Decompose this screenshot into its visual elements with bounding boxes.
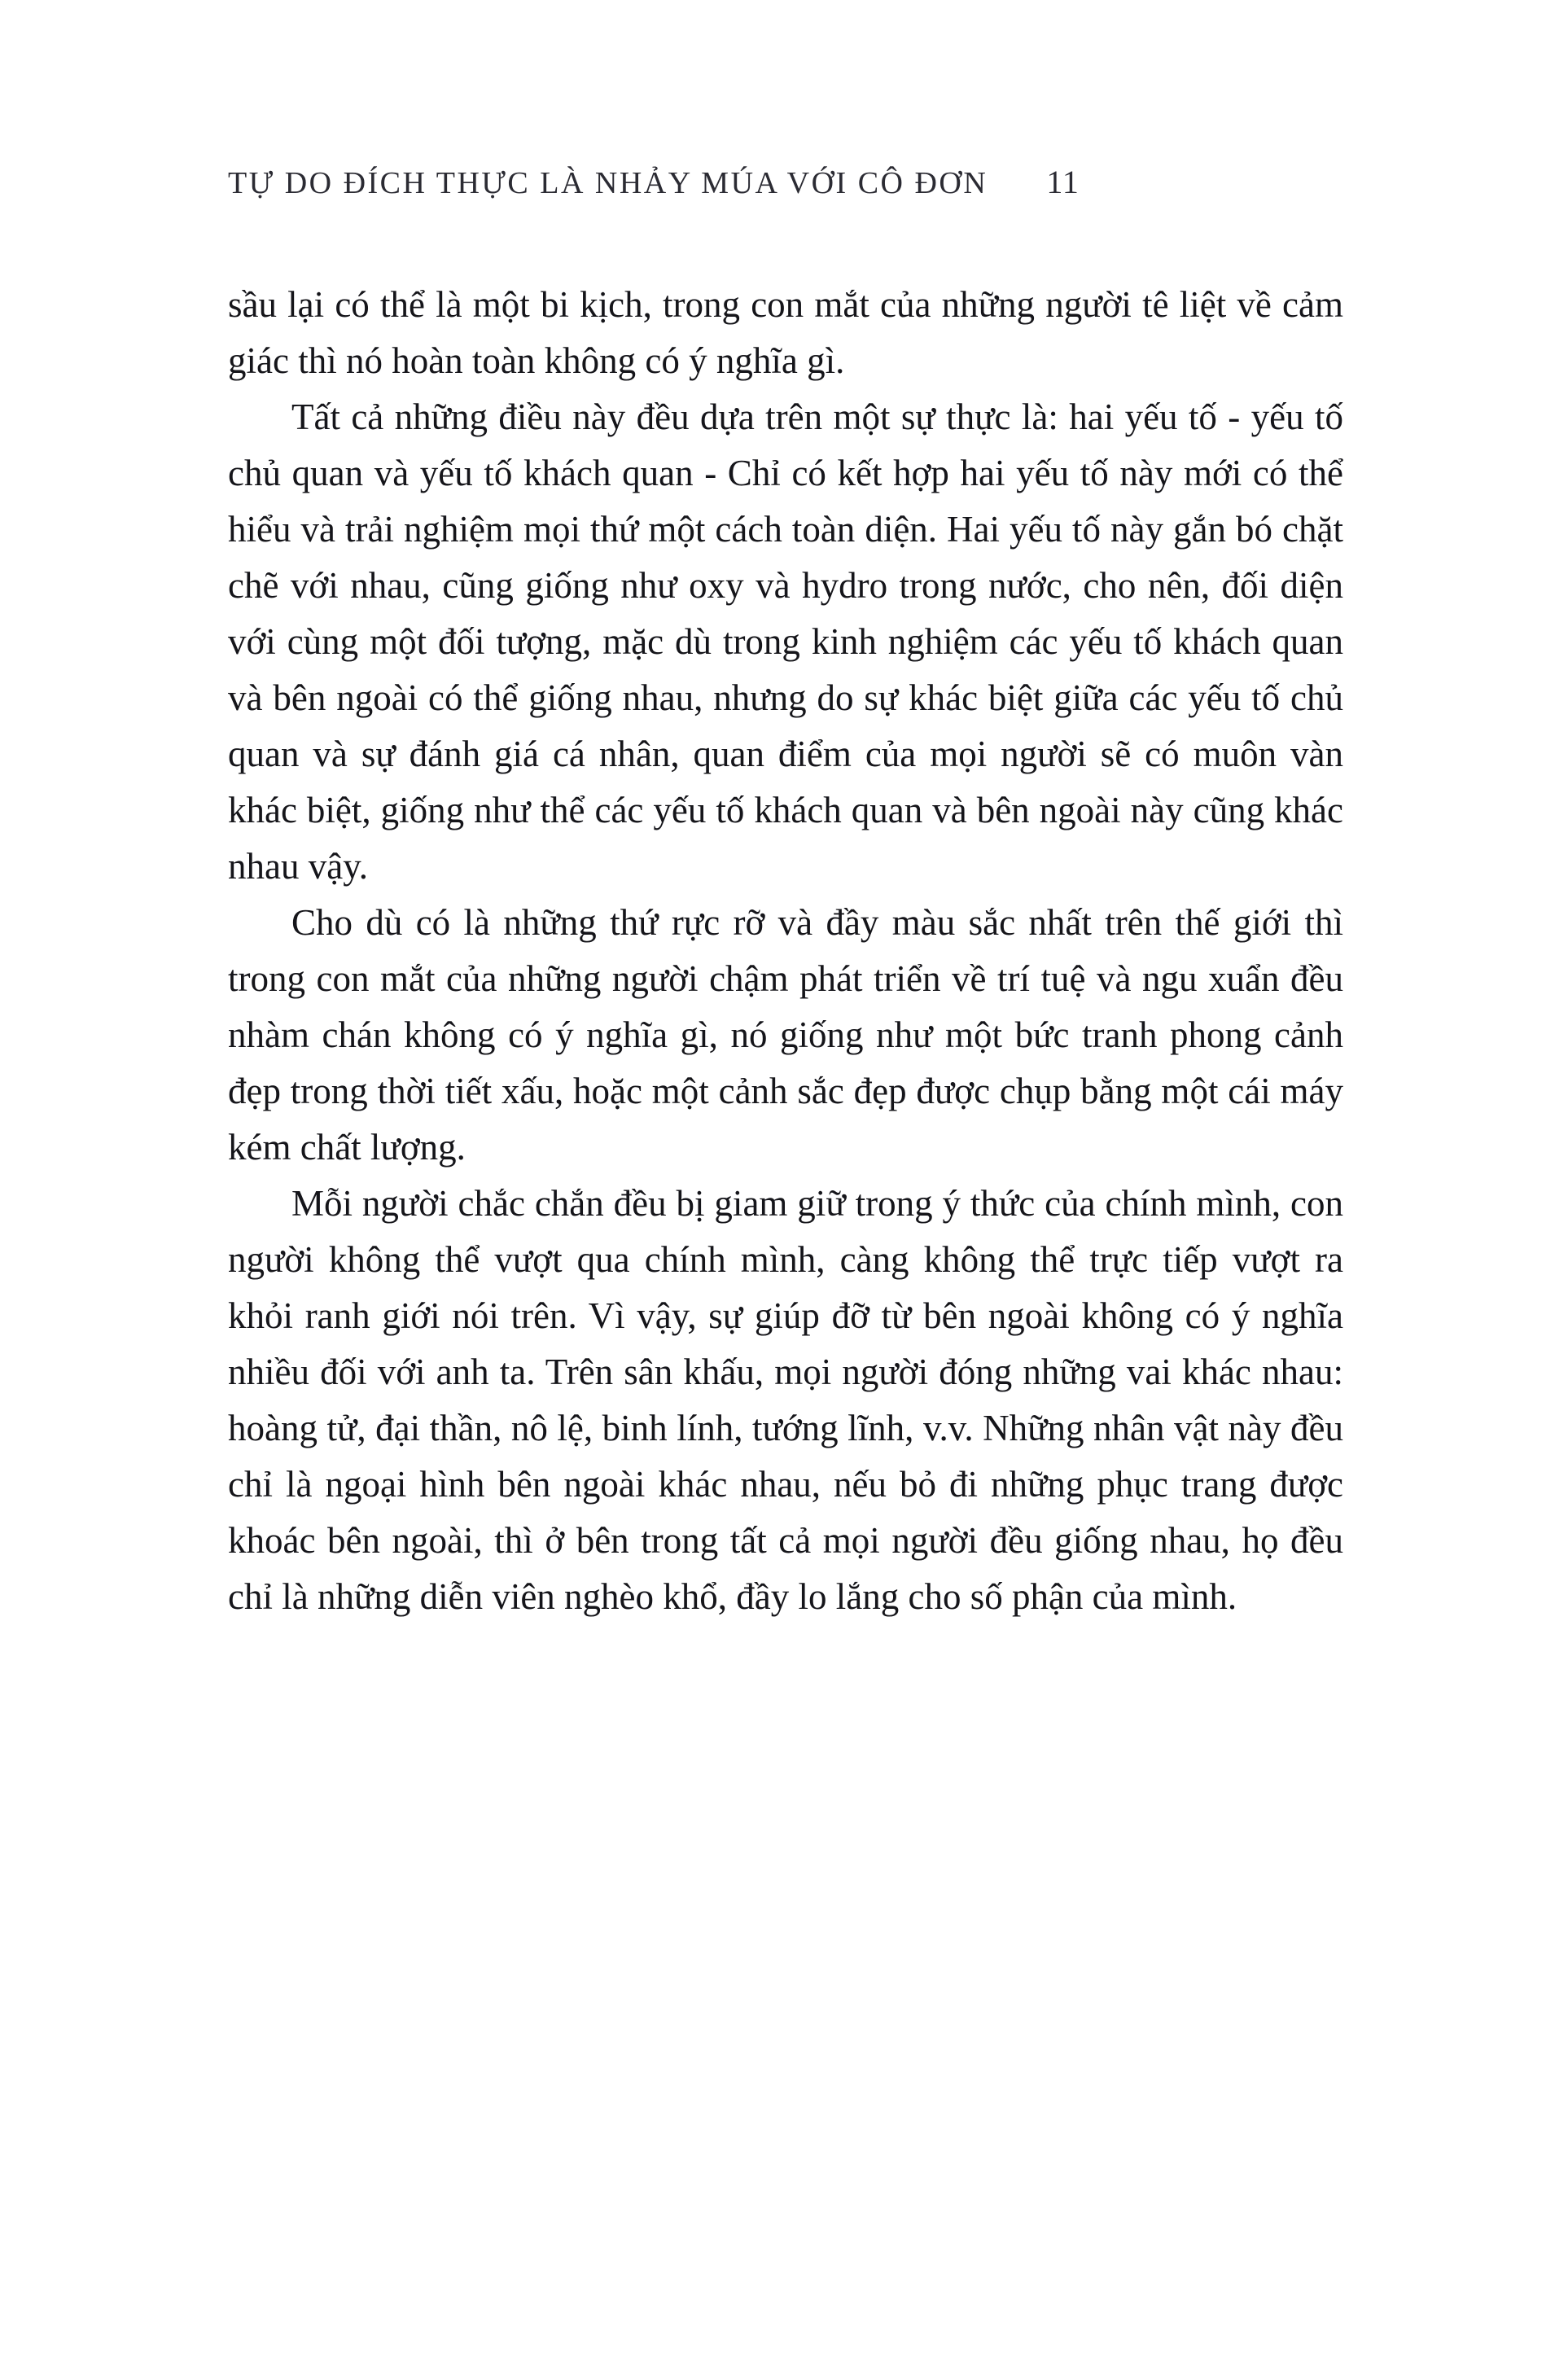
running-title: TỰ DO ĐÍCH THỰC LÀ NHẢY MÚA VỚI CÔ ĐƠN bbox=[228, 166, 988, 200]
paragraph: Cho dù có là những thứ rực rỡ và đầy màu sắc nhất trên thế giới thì trong con mắt của những người chậm phát triển về trí tuệ và ngu xuẩn đều nhàm chán không có ý nghĩa gì, nó giống như một bức tranh phong cảnh đẹp trong thời tiết xấu, hoặc một cảnh sắc đẹp được chụp bằng một cái máy kém chất lượng. bbox=[228, 902, 1343, 1168]
body-text bbox=[228, 277, 1343, 1625]
paragraph: Tất cả những điều này đều dựa trên một sự thực là: hai yếu tố - yếu tố chủ quan và yếu tố khách quan - Chỉ có kết hợp hai yếu tố này mới có thể hiểu và trải nghiệm mọi thứ một cách toàn diện. Hai yếu tố này gắn bó chặt chẽ với nhau, cũng giống như oxy và hydro trong nước, cho nên, đối diện với cùng một đối tượng, mặc dù trong kinh nghiệm các yếu tố khách quan và bên ngoài có thể giống nhau, nhưng do sự khác biệt giữa các yếu tố chủ quan và sự đánh giá cá nhân, quan điểm của mọi người sẽ có muôn vàn khác biệt, giống như thể các yếu tố khách quan và bên ngoài này cũng khác nhau vậy. bbox=[228, 397, 1343, 887]
paragraph: Mỗi người chắc chắn đều bị giam giữ trong ý thức của chính mình, con người không thể vượt qua chính mình, càng không thể trực tiếp vượt ra khỏi ranh giới nói trên. Vì vậy, sự giúp đỡ từ bên ngoài không có ý nghĩa nhiều đối với anh ta. Trên sân khấu, mọi người đóng những vai khác nhau: hoàng tử, đại thần, nô lệ, binh lính, tướng lĩnh, v.v. Những nhân vật này đều chỉ là ngoại hình bên ngoài khác nhau, nếu bỏ đi những phục trang được khoác bên ngoài, thì ở bên trong tất cả mọi người đều giống nhau, họ đều chỉ là những diễn viên nghèo khổ, đầy lo lắng cho số phận của mình. bbox=[228, 1183, 1343, 1617]
page-number: 11 bbox=[1046, 164, 1080, 200]
paragraph: sầu lại có thể là một bi kịch, trong con mắt của những người tê liệt về cảm giác thì nó hoàn toàn không có ý nghĩa gì. bbox=[228, 284, 1343, 381]
page-header bbox=[228, 163, 1340, 201]
